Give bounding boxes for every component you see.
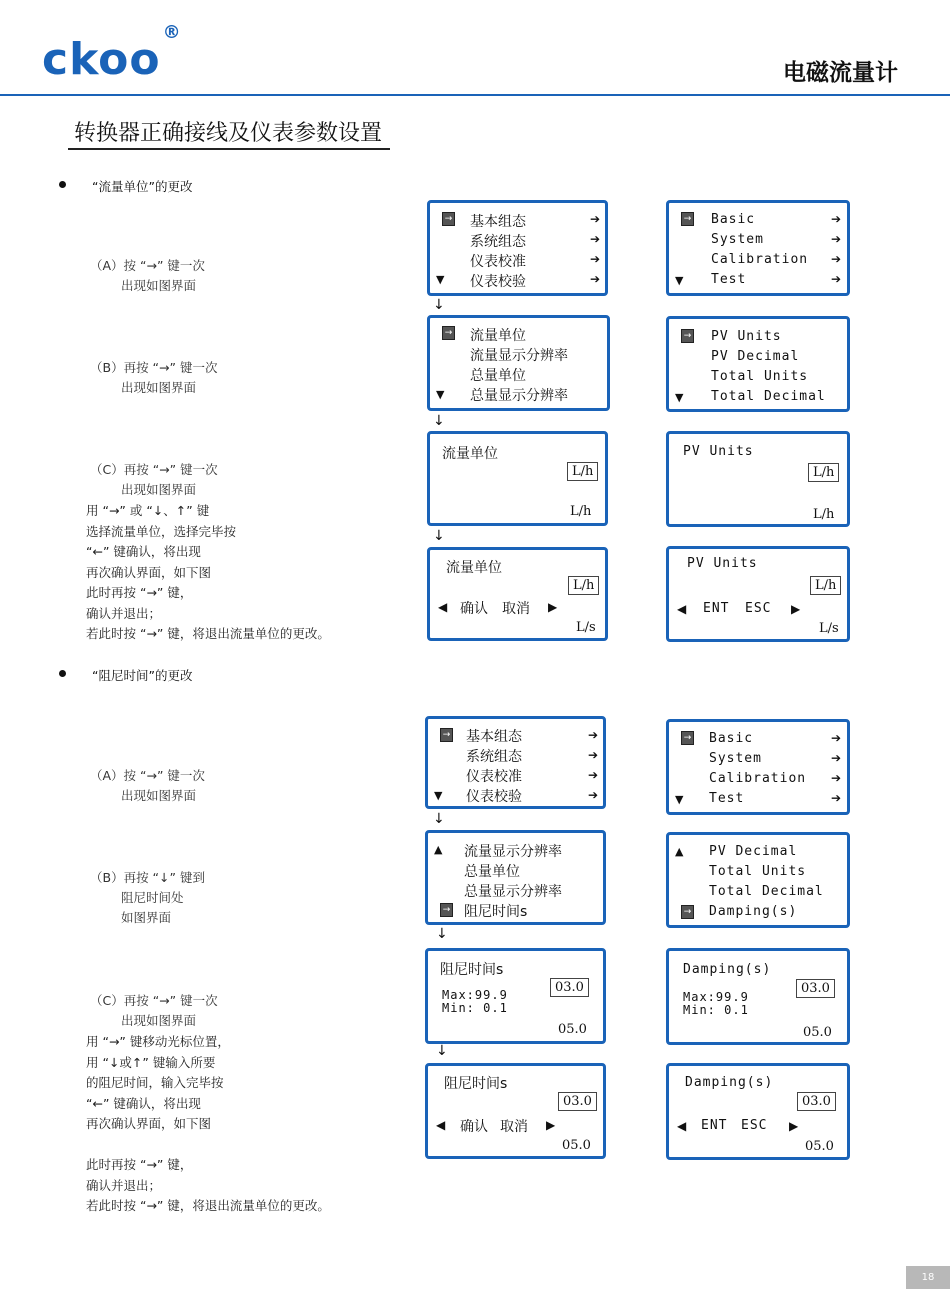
title-underline	[68, 148, 390, 150]
menu-item: 流量单位	[470, 328, 526, 344]
scroll-down-icon: ▼	[434, 789, 443, 802]
section1-heading: “流量单位”的更改	[92, 179, 193, 194]
right-arrow-icon: ➔	[590, 272, 601, 286]
cancel-label: 取消	[500, 1119, 528, 1135]
right-arrow-icon: ➔	[590, 212, 601, 226]
screen-title: PV Units	[687, 556, 758, 571]
screen-title: Damping(s)	[683, 962, 772, 977]
left-arrow-icon: ◀	[436, 1118, 446, 1132]
menu-item: PV Units	[711, 329, 782, 344]
right-arrow-icon: ➔	[588, 788, 599, 802]
menu-item: 系统组态	[466, 749, 522, 765]
menu-item: Total Decimal	[709, 884, 824, 899]
damping-value-box: 03.0	[558, 1092, 597, 1111]
menu-item: 总量显示分辨率	[470, 388, 568, 404]
section2-step-c: （C）再按 “→” 键一次 出现如图界面	[90, 993, 218, 1028]
menu-item: System	[709, 751, 762, 766]
menu-item: 阻尼时间s	[464, 904, 528, 920]
lcd-basic-menu-cn	[427, 315, 610, 411]
damping-value-box: 03.0	[550, 978, 589, 997]
right-arrow-icon: ➔	[831, 272, 842, 286]
lcd-unit-confirm-en	[666, 546, 850, 642]
confirm-label: 确认	[460, 601, 488, 617]
menu-item: Basic	[711, 212, 756, 227]
bullet-icon	[59, 670, 66, 677]
menu-item: Total Units	[709, 864, 807, 879]
right-arrow-icon: ➔	[831, 771, 842, 785]
menu-item: PV Decimal	[711, 349, 800, 364]
bullet-icon	[59, 181, 66, 188]
menu-item: 流量显示分辨率	[464, 844, 562, 860]
section2-heading: “阻尼时间”的更改	[92, 668, 193, 683]
right-arrow-icon: ➔	[590, 252, 601, 266]
screen-title: 阻尼时间s	[444, 1076, 508, 1092]
section2-description: 用 “→” 键移动光标位置， 用 “↓或↑” 键输入所要 的阻尼时间，输入完毕按 “←” 键确认，将出现 再次确认界面，如下图	[86, 1034, 230, 1131]
right-arrow-icon: ➔	[831, 212, 842, 226]
right-arrow-icon: ▶	[548, 600, 558, 614]
menu-item: System	[711, 232, 764, 247]
scroll-down-icon: ▼	[436, 388, 445, 401]
menu-item: 仪表校验	[470, 274, 526, 290]
section2-step-b: （B）再按 “↓” 键到 阻尼时间处 如图界面	[90, 870, 205, 925]
right-arrow-icon: ➔	[831, 731, 842, 745]
section1-step-a: （A）按 “→” 键一次 出现如图界面	[90, 258, 205, 293]
menu-item: 仪表校准	[466, 769, 522, 785]
header-divider	[0, 94, 950, 96]
right-arrow-icon: ▶	[791, 602, 801, 616]
flow-arrow-icon: ↓	[433, 811, 445, 827]
flow-arrow-icon: ↓	[436, 1043, 448, 1059]
menu-item: 总量单位	[470, 368, 526, 384]
screen-title: Damping(s)	[685, 1075, 774, 1090]
max-label: Max:99.9	[442, 988, 508, 1002]
menu-item: PV Decimal	[709, 844, 798, 859]
right-arrow-icon: ➔	[588, 728, 599, 742]
confirm-label: ENT	[701, 1118, 728, 1133]
right-arrow-icon: ▶	[546, 1118, 556, 1132]
current-damping: 05.0	[562, 1138, 591, 1153]
lcd-main-menu-en	[666, 200, 850, 296]
cursor-icon: →	[440, 728, 453, 742]
section2-step-a: （A）按 “→” 键一次 出现如图界面	[90, 768, 205, 803]
lcd-unit-select-cn	[427, 431, 608, 526]
min-label: Min: 0.1	[683, 1003, 749, 1017]
current-damping: 05.0	[803, 1025, 832, 1040]
menu-item: 总量单位	[464, 864, 520, 880]
current-unit: L/s	[576, 620, 596, 635]
section1-description: 用 “→” 或 “↓、↑” 键 选择流量单位，选择完毕按 “←” 键确认，将出现 再次确认界面，如下图 此时再按 “→” 键， 确认并退出； 若此时按 “→” 键，将退出流量单位的更改。	[86, 503, 330, 641]
flow-arrow-icon: ↓	[436, 926, 448, 942]
screen-title: PV Units	[683, 444, 754, 459]
left-arrow-icon: ◀	[677, 602, 687, 616]
section1-step-c: （C）再按 “→” 键一次 出现如图界面	[90, 462, 218, 497]
right-arrow-icon: ➔	[588, 768, 599, 782]
ckoo-logo: ckoo®	[42, 22, 182, 85]
screen-title: 流量单位	[442, 446, 498, 462]
unit-value-box: L/h	[568, 576, 599, 595]
lcd-unit-select-en	[666, 431, 850, 527]
lcd-damping-edit-en	[666, 948, 850, 1045]
right-arrow-icon: ➔	[831, 751, 842, 765]
confirm-label: ENT	[703, 601, 730, 616]
cancel-label: ESC	[745, 601, 772, 616]
section2-exit-description: 此时再按 “→” 键， 确认并退出； 若此时按 “→” 键，将退出流量单位的更改。	[86, 1157, 330, 1213]
cursor-icon: →	[681, 212, 694, 226]
lcd-main-menu-cn-2	[425, 716, 606, 809]
menu-item: 系统组态	[470, 234, 526, 250]
right-arrow-icon: ➔	[831, 791, 842, 805]
cursor-icon: →	[442, 326, 455, 340]
lcd-damping-list-cn	[425, 830, 606, 925]
right-arrow-icon: ➔	[831, 232, 842, 246]
scroll-down-icon: ▼	[675, 793, 684, 806]
flow-arrow-icon: ↓	[433, 413, 445, 429]
menu-item: 仪表校验	[466, 789, 522, 805]
damping-value-box: 03.0	[797, 1092, 836, 1111]
right-arrow-icon: ▶	[789, 1119, 799, 1133]
lcd-damping-edit-cn	[425, 948, 606, 1044]
scroll-down-icon: ▼	[675, 274, 684, 287]
flow-arrow-icon: ↓	[433, 528, 445, 544]
lcd-damping-list-en	[666, 832, 850, 928]
current-unit: L/s	[819, 621, 839, 636]
right-arrow-icon: ➔	[831, 252, 842, 266]
cursor-icon: →	[681, 731, 694, 745]
menu-item: Test	[711, 272, 747, 287]
menu-item: 基本组态	[470, 214, 526, 230]
menu-item: Basic	[709, 731, 754, 746]
menu-item: Total Decimal	[711, 389, 826, 404]
menu-item: Calibration	[709, 771, 807, 786]
cancel-label: ESC	[741, 1118, 768, 1133]
lcd-unit-confirm-cn	[427, 547, 608, 641]
current-damping: 05.0	[558, 1022, 587, 1037]
cursor-icon: →	[681, 329, 694, 343]
scroll-up-icon: ▲	[675, 845, 684, 858]
menu-item: Total Units	[711, 369, 809, 384]
current-damping: 05.0	[805, 1139, 834, 1154]
lcd-main-menu-cn	[427, 200, 608, 296]
menu-item: 总量显示分辨率	[464, 884, 562, 900]
lcd-damping-confirm-en	[666, 1063, 850, 1160]
left-arrow-icon: ◀	[677, 1119, 687, 1133]
cursor-icon: →	[681, 905, 694, 919]
scroll-down-icon: ▼	[436, 273, 445, 286]
min-label: Min: 0.1	[442, 1001, 508, 1015]
max-label: Max:99.9	[683, 990, 749, 1004]
left-arrow-icon: ◀	[438, 600, 448, 614]
menu-item: 基本组态	[466, 729, 522, 745]
menu-item: 流量显示分辨率	[470, 348, 568, 364]
cursor-icon: →	[442, 212, 455, 226]
confirm-label: 确认	[460, 1119, 488, 1135]
header-title: 电磁流量计	[783, 60, 898, 86]
page-number: 18	[906, 1266, 950, 1289]
menu-item: Calibration	[711, 252, 809, 267]
lcd-basic-menu-en	[666, 316, 850, 412]
menu-item: 仪表校准	[470, 254, 526, 270]
screen-title: 阻尼时间s	[440, 962, 504, 978]
page-title: 转换器正确接线及仪表参数设置	[74, 121, 383, 146]
scroll-up-icon: ▲	[434, 843, 443, 856]
current-unit: L/h	[813, 507, 835, 522]
lcd-main-menu-en-2	[666, 719, 850, 815]
current-unit: L/h	[570, 504, 592, 519]
section1-step-b: （B）再按 “→” 键一次 出现如图界面	[90, 360, 218, 395]
right-arrow-icon: ➔	[588, 748, 599, 762]
cursor-icon: →	[440, 903, 453, 917]
unit-value-box: L/h	[808, 463, 839, 482]
unit-value-box: L/h	[810, 576, 841, 595]
lcd-damping-confirm-cn	[425, 1063, 606, 1159]
flow-arrow-icon: ↓	[433, 297, 445, 313]
scroll-down-icon: ▼	[675, 391, 684, 404]
unit-value-box: L/h	[567, 462, 598, 481]
damping-value-box: 03.0	[796, 979, 835, 998]
cancel-label: 取消	[502, 601, 530, 617]
menu-item: Damping(s)	[709, 904, 798, 919]
screen-title: 流量单位	[446, 560, 502, 576]
right-arrow-icon: ➔	[590, 232, 601, 246]
menu-item: Test	[709, 791, 745, 806]
